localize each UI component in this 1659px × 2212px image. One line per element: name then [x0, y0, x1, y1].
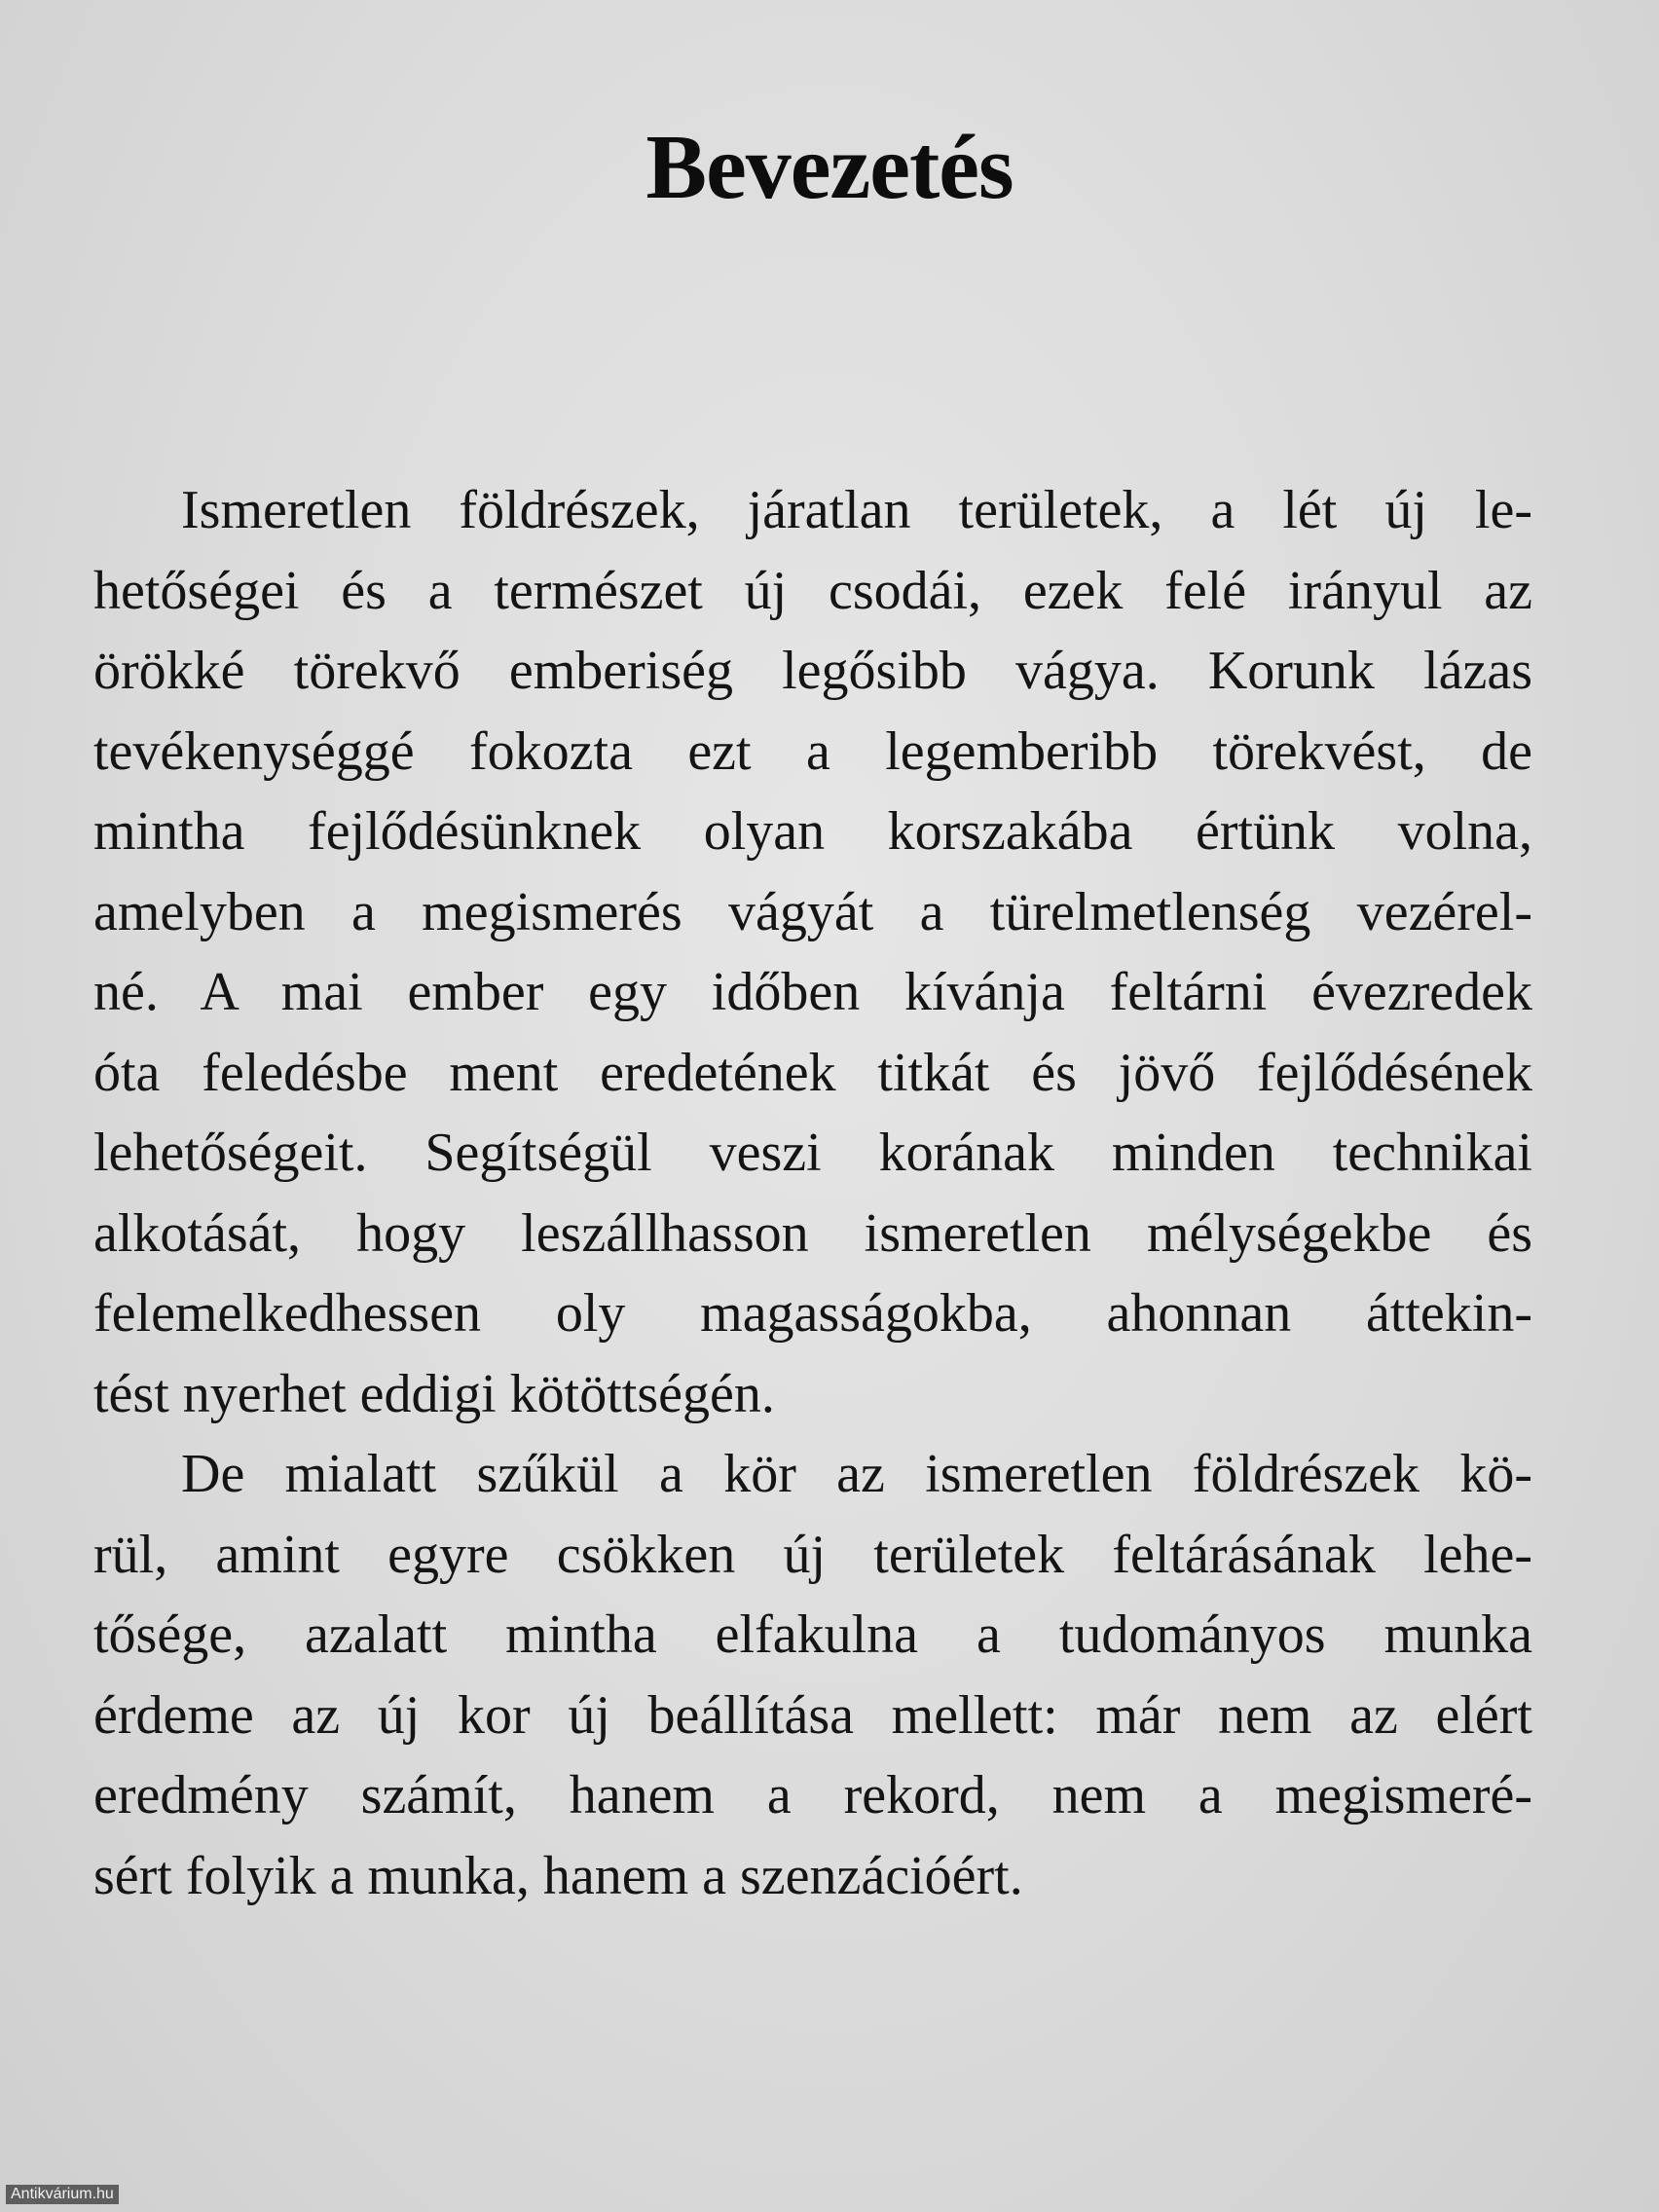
- paragraph-1-line-12: tést nyerhet eddigi kötöttségén.: [93, 1363, 775, 1424]
- watermark: Antikvárium.hu: [6, 2185, 119, 2204]
- paragraph-1-line-6: amelyben a megismerés vágyát a türelmetlenség vezérel-: [93, 881, 1532, 942]
- page-title: Bevezetés: [645, 117, 1014, 218]
- paragraph-1-line-4: tevékenységgé fokozta ezt a legemberibb törekvést, de: [93, 720, 1532, 782]
- paragraph-2-line-1: De mialatt szűkül a kör az ismeretlen földrészek kö-: [181, 1444, 1532, 1504]
- paragraph-1-line-5: mintha fejlődésünknek olyan korszakába értünk volna,: [93, 801, 1532, 862]
- paragraph-2-line-5: eredmény számít, hanem a rekord, nem a megismeré-: [93, 1765, 1532, 1825]
- paragraph-1-line-11: felemelkedhessen oly magasságokba, ahonnan áttekin-: [93, 1283, 1532, 1344]
- paragraph-1-line-2: hetőségei és a természet új csodái, ezek felé irányul az: [93, 560, 1532, 621]
- paragraph-2-line-3: tősége, azalatt mintha elfakulna a tudományos munka: [93, 1604, 1532, 1665]
- paragraph-1-line-9: lehetőségeit. Segítségül veszi korának minden technikai: [93, 1123, 1532, 1183]
- body-text: [93, 470, 1532, 1916]
- paragraph-1-line-7: né. A mai ember egy időben kívánja feltárni évezredek: [93, 962, 1532, 1022]
- paragraph-1-line-8: óta feledésbe ment eredetének titkát és jövő fejlődésének: [93, 1042, 1532, 1103]
- paragraph-2-line-6: sért folyik a munka, hanem a szenzációért.: [93, 1845, 1023, 1906]
- paragraph-2-line-2: rül, amint egyre csökken új területek feltárásának lehe-: [93, 1524, 1532, 1585]
- paragraph-1-line-3: örökké törekvő emberiség legősibb vágya. Korunk lázas: [93, 641, 1532, 701]
- paragraph-1-line-10: alkotását, hogy leszállhasson ismeretlen mélységekbe és: [93, 1202, 1532, 1264]
- paragraph-1-line-1: Ismeretlen földrészek, járatlan területek, a lét új le-: [181, 480, 1532, 540]
- paragraph-2-line-4: érdeme az új kor új beállítása mellett: már nem az elért: [93, 1684, 1532, 1746]
